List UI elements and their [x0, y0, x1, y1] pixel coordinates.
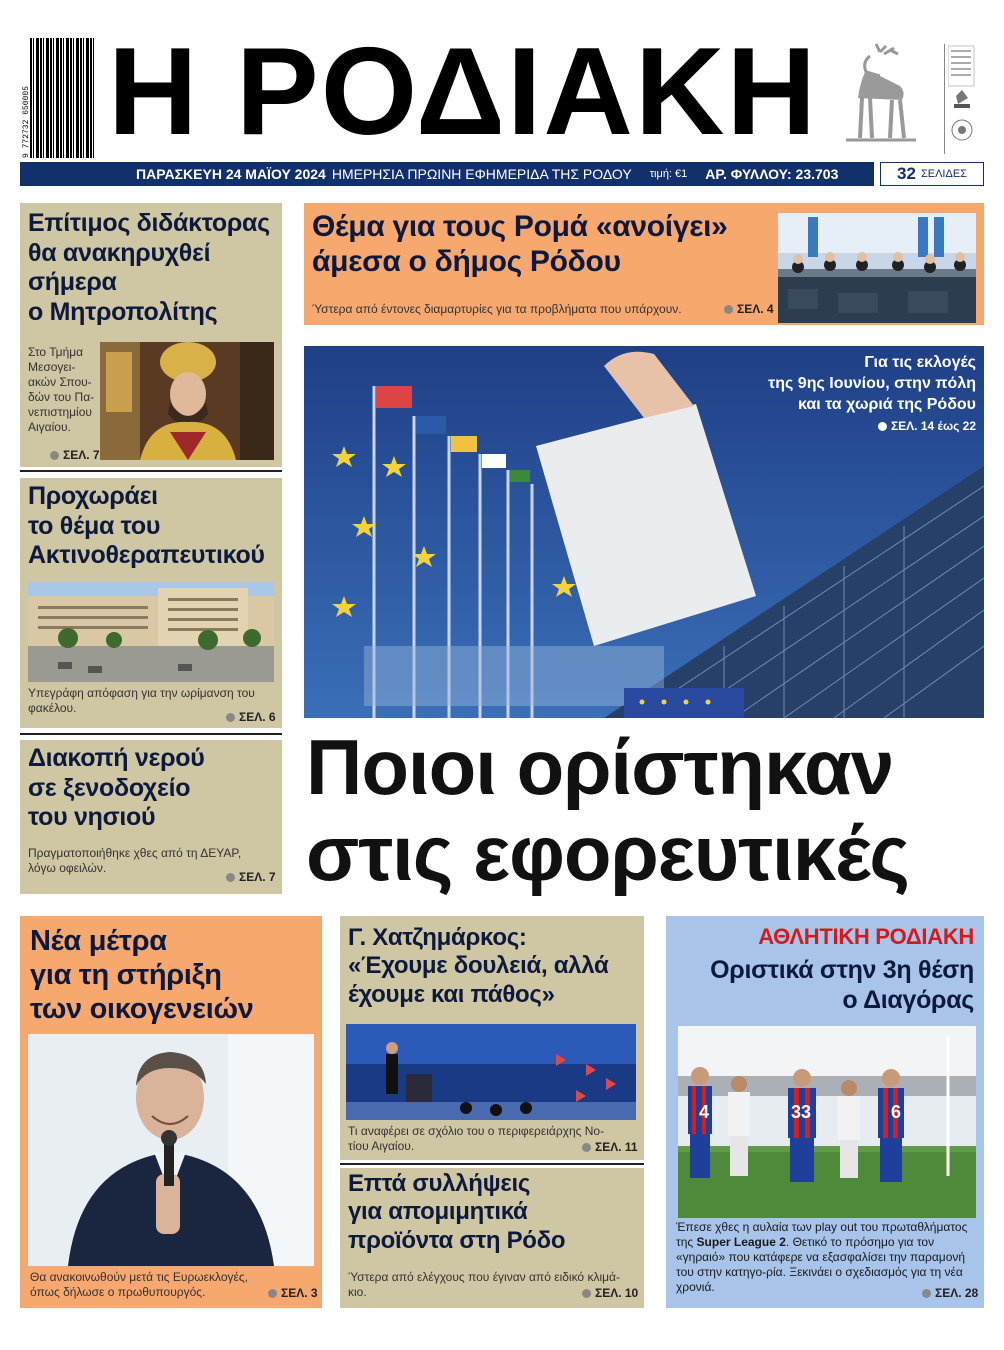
page-count-number: 32	[897, 164, 916, 183]
tagline: ΗΜΕΡΗΣΙΑ ΠΡΩΙΝΗ ΕΦΗΜΕΡΙΔΑ ΤΗΣ ΡΟΔΟΥ	[331, 166, 632, 182]
prime-minister-photo	[28, 1034, 314, 1266]
jersey-number: 4	[699, 1102, 710, 1122]
page-ref: ΣΕΛ. 6	[226, 710, 276, 724]
story-family-measures	[20, 916, 322, 1308]
barcode-number: 9 772732 650005	[22, 85, 31, 158]
page-ref: ΣΕΛ. 3	[268, 1286, 318, 1300]
page-count-box	[880, 162, 984, 186]
story-headline: Διακοπή νερού σε ξενοδοχείο του νησιού	[28, 744, 205, 831]
story-headline: Γ. Χατζημάρκος: «Έχουμε δουλειά, αλλά έχουμε και πάθος»	[348, 924, 609, 1008]
page-ref: ΣΕΛ. 10	[582, 1286, 638, 1300]
story-headline: Νέα μέτρα για τη στήριξη των οικογενειών	[30, 925, 254, 1026]
football-photo	[678, 1026, 976, 1218]
jersey-number: 33	[791, 1102, 812, 1122]
sports-section-label: ΑΘΛΗΤΙΚΗ ΡΟΔΙΑΚΗ	[758, 924, 974, 949]
divider	[340, 1163, 644, 1165]
publisher-logos-icon	[948, 44, 978, 148]
issue-date: ΠΑΡΑΣΚΕΥΗ 24 ΜΑΪΟΥ 2024	[136, 166, 326, 182]
price: τιμή: €1	[649, 168, 688, 180]
story-arrests	[340, 1168, 644, 1308]
deer-icon	[840, 42, 920, 146]
story-text: Θα ανακοινωθούν μετά τις Ευρωεκλογές, όπως δήλωσε ο πρωθυπουργός.	[30, 1270, 248, 1299]
metropolitan-photo	[100, 342, 274, 460]
story-text: Πραγματοποιήθηκε χθες από τη ΔΕΥΑΡ, λόγω οφειλών.	[28, 846, 242, 875]
story-water-cut	[20, 740, 282, 894]
council-meeting-photo	[778, 213, 976, 323]
story-headline: Θέμα για τους Ρομά «ανοίγει» άμεσα ο δήμος Ρόδου	[312, 210, 728, 279]
hospital-photo	[28, 582, 274, 682]
story-sports	[666, 916, 984, 1308]
story-headline: Προχωράει το θέμα του Ακτινοθεραπευτικού	[28, 482, 265, 569]
newspaper-logo: Η ΡΟΔΙΑΚΗ	[108, 23, 819, 161]
story-text: Στο Τμήμα Μεσογει- ακών Σπου- δών του Πα- νεπιστημίου Αιγαίου.	[28, 345, 95, 434]
jersey-number: 6	[891, 1102, 902, 1122]
story-text: Ύστερα από ελέγχους που έγιναν από ειδικό κλιμά- κιο.	[348, 1270, 620, 1299]
main-photo-caption: Για τις εκλογές της 9ης Ιουνίου, στην πόλη και τα χωριά της Ρόδου ΣΕΛ. 14 έως 22	[640, 352, 976, 437]
page-ref: ΣΕΛ. 7	[50, 448, 100, 462]
story-roma	[304, 203, 984, 325]
main-headline: Ποιοι ορίστηκαν στις εφορευτικές	[306, 723, 909, 897]
story-headline: Επίτιμος διδάκτορας θα ανακηρυχθεί σήμερα ο Μητροπολίτης	[28, 209, 270, 326]
publication-info-strip	[944, 44, 984, 154]
story-metropolitan	[20, 203, 282, 467]
issue-number: ΑΡ. ΦΥΛΛΟΥ: 23.703	[705, 166, 839, 182]
story-hatzimarkos	[340, 916, 644, 1160]
page-ref: ΣΕΛ. 14 έως 22	[640, 416, 976, 437]
story-text: Τι αναφέρει σε σχόλιο του ο περιφερειάρχης Νο- τίου Αιγαίου.	[348, 1124, 605, 1153]
story-headline: Οριστικά στην 3η θέση ο Διαγόρας	[710, 956, 974, 1014]
story-headline: Επτά συλλήψεις για απομιμητικά προϊόντα στη Ρόδο	[348, 1170, 566, 1254]
story-text: Υπεγράφη απόφαση για την ωρίμανση του φακέλου.	[28, 686, 255, 715]
divider	[20, 470, 282, 472]
divider	[20, 733, 282, 735]
page-ref: ΣΕΛ. 11	[582, 1140, 638, 1154]
story-radiotherapy	[20, 478, 282, 728]
page-ref: ΣΕΛ. 28	[922, 1286, 978, 1300]
story-text: Ύστερα από έντονες διαμαρτυρίες για τα προβλήματα που υπάρχουν.	[312, 302, 682, 316]
page-count-label: ΣΕΛΙΔΕΣ	[920, 168, 967, 180]
conference-photo	[346, 1024, 636, 1120]
date-bar	[20, 162, 874, 186]
barcode	[30, 38, 96, 158]
page-ref: ΣΕΛ. 4	[724, 302, 774, 316]
story-text: Έπεσε χθες η αυλαία των play out του πρωταθλήματος της Super League 2. Θετικό το πρόσημο για τον «γηραιό» που κατάφερε να εξασφαλίσει την παραμονή του στην κατηγο-ρία. Ξεκινάει ο σχεδιασμός για τη νέα χρονιά.	[676, 1220, 968, 1294]
page-ref: ΣΕΛ. 7	[226, 870, 276, 884]
